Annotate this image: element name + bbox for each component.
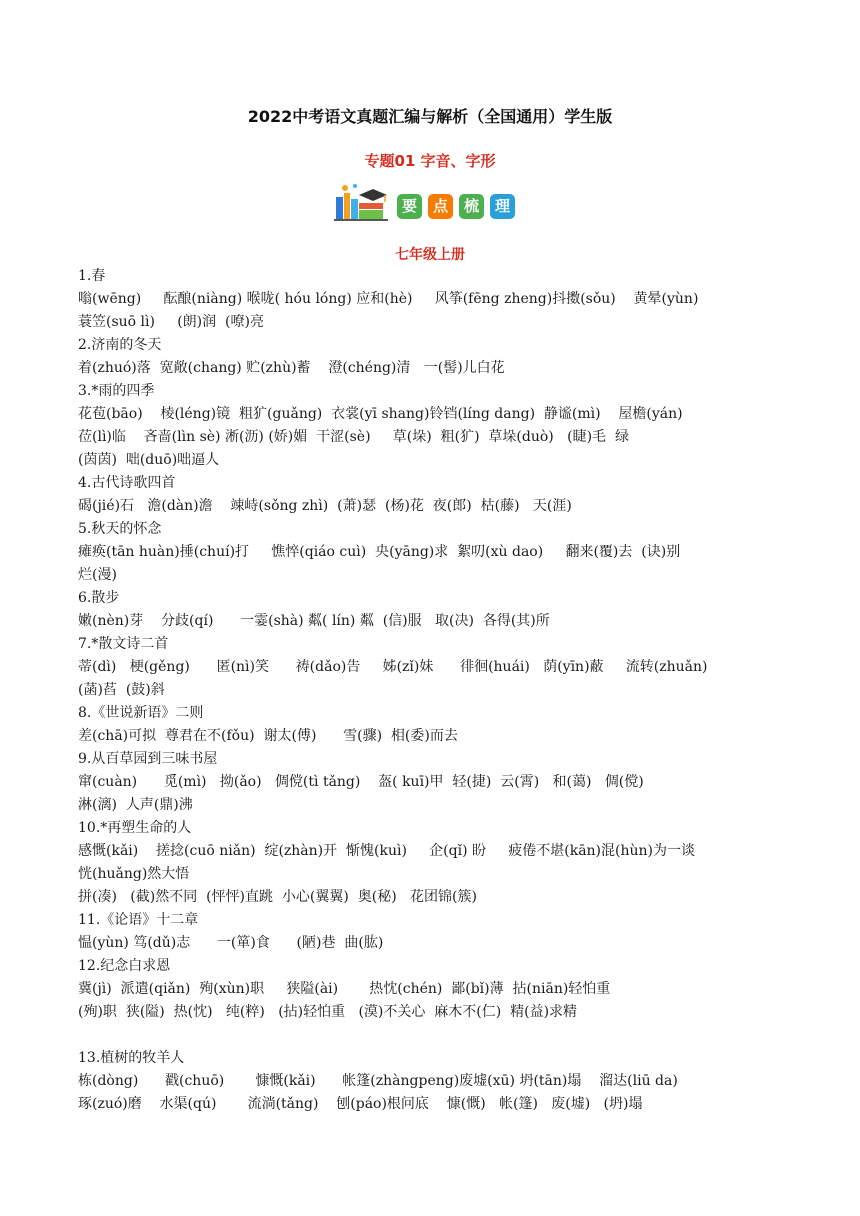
- vocab-line: 感慨(kǎi) 搓捻(cuō niǎn) 绽(zhàn)开 惭愧(kuì) 企(qǐ) 盼 疲倦不堪(kān)混(hùn)为一谈: [78, 843, 695, 859]
- vocab-line: 烂(漫): [78, 567, 117, 583]
- vocab-line: 瘫痪(tān huàn)捶(chuí)打 憔悴(qiáo cuì) 央(yāng)求 絮叨(xù dao) 翻来(覆)去 (诀)别: [78, 544, 681, 560]
- lesson-heading: 6.散步: [78, 590, 120, 606]
- vocab-line: 花苞(bāo) 棱(léng)镜 粗犷(guǎng) 衣裳(yī shang)铃铛(líng dang) 静谧(mì) 屋檐(yán): [78, 406, 683, 422]
- badge-char-2: 点: [428, 194, 453, 219]
- badge-char-3: 梳: [459, 194, 484, 219]
- vocab-line: 着(zhuó)落 宽敞(chang) 贮(zhù)蓄 澄(chéng)清 一(髻)儿白花: [78, 360, 505, 376]
- vocab-line: 蓑笠(suō lì) (朗)润 (嘹)亮: [78, 314, 264, 330]
- vocab-line: (菡)萏 (鼓)斜: [78, 682, 165, 698]
- vocab-line: 嗡(wēng) 酝酿(niàng) 喉咙( hóu lóng) 应和(hè) 风筝(fēng zheng)抖擞(sǒu) 黄晕(yùn): [78, 291, 699, 307]
- badge-char-4: 理: [490, 194, 515, 219]
- lesson-heading: 11.《论语》十二章: [78, 912, 199, 928]
- vocab-line: 冀(jì) 派遣(qiǎn) 殉(xùn)职 狭隘(ài) 热忱(chén) 鄙(bǐ)薄 拈(niān)轻怕重: [78, 981, 611, 997]
- vocab-line: 莅(lì)临 吝啬(lìn sè) 淅(沥) (娇)媚 干涩(sè) 草(垛) 粗(犷) 草垛(duò) (睫)毛 绿: [78, 429, 629, 445]
- vocab-line: 差(chā)可拟 尊君在不(fǒu) 谢太(傅) 雪(骤) 相(委)而去: [78, 728, 458, 744]
- lesson-heading: 1.春: [78, 268, 106, 284]
- lesson-heading: 7.*散文诗二首: [78, 636, 169, 652]
- vocab-line: 淋(漓) 人声(鼎)沸: [78, 797, 193, 813]
- grade-heading: 七年级上册: [395, 247, 465, 263]
- vocab-line: 琢(zuó)磨 水渠(qú) 流淌(tǎng) 刨(páo)根问底 慷(慨) 帐(篷) 废(墟) (坍)塌: [78, 1096, 643, 1112]
- lesson-heading: 2.济南的冬天: [78, 337, 162, 353]
- vocab-line: 拼(凑) (截)然不同 (怦怦)直跳 小心(翼翼) 奥(秘) 花团锦(簇): [78, 889, 477, 905]
- vocab-line: 恍(huǎng)然大悟: [78, 866, 190, 882]
- vocab-line: 栋(dòng) 戳(chuō) 慷慨(kǎi) 帐篷(zhàngpeng)废墟(xū) 坍(tān)塌 溜达(liū da): [78, 1073, 678, 1089]
- topic-subtitle: 专题01 字音、字形: [364, 152, 496, 170]
- vocab-line: 愠(yùn) 笃(dǔ)志 一(箪)食 (陋)巷 曲(肱): [78, 935, 384, 951]
- vocab-line: 嫩(nèn)芽 分歧(qí) 一霎(shà) 粼( lín) 粼 (信)服 取(决) 各得(其)所: [78, 613, 550, 629]
- badge-char-1: 要: [397, 194, 422, 219]
- lesson-heading: 4.古代诗歌四首: [78, 475, 176, 491]
- page-title: 2022中考语文真题汇编与解析（全国通用）学生版: [247, 107, 613, 126]
- books-icon: [333, 183, 393, 221]
- lesson-heading: 3.*雨的四季: [78, 383, 155, 399]
- lesson-heading: 9.从百草园到三味书屋: [78, 751, 218, 767]
- lesson-heading: 12.纪念白求恩: [78, 958, 171, 974]
- blank-line: [78, 1024, 790, 1047]
- vocab-line: 碣(jié)石 澹(dàn)澹 竦峙(sǒng zhì) (萧)瑟 (杨)花 夜(郎) 枯(藤) 天(涯): [78, 498, 572, 514]
- vocab-line: (殉)职 狭(隘) 热(忱) 纯(粹) (拈)轻怕重 (漠)不关心 麻木不(仁) 精(益)求精: [78, 1004, 578, 1020]
- lesson-heading: 5.秋天的怀念: [78, 521, 162, 537]
- vocab-line: (茵茵) 咄(duō)咄逼人: [78, 452, 220, 468]
- key-points-badge: [333, 181, 525, 223]
- lesson-heading: 10.*再塑生命的人: [78, 820, 192, 836]
- vocab-line: 窜(cuàn) 觅(mì) 拗(ǎo) 倜傥(tì tǎng) 盔( kuī)甲 轻(捷) 云(霄) 和(蔼) 倜(傥): [78, 774, 644, 790]
- lesson-heading: 8.《世说新语》二则: [78, 705, 204, 721]
- vocab-line: 蒂(dì) 梗(gěng) 匿(nì)笑 祷(dǎo)告 姊(zǐ)妹 徘徊(huái) 荫(yīn)蔽 流转(zhuǎn): [78, 659, 708, 675]
- lesson-heading: 13.植树的牧羊人: [78, 1050, 185, 1066]
- content-body: [78, 265, 790, 1116]
